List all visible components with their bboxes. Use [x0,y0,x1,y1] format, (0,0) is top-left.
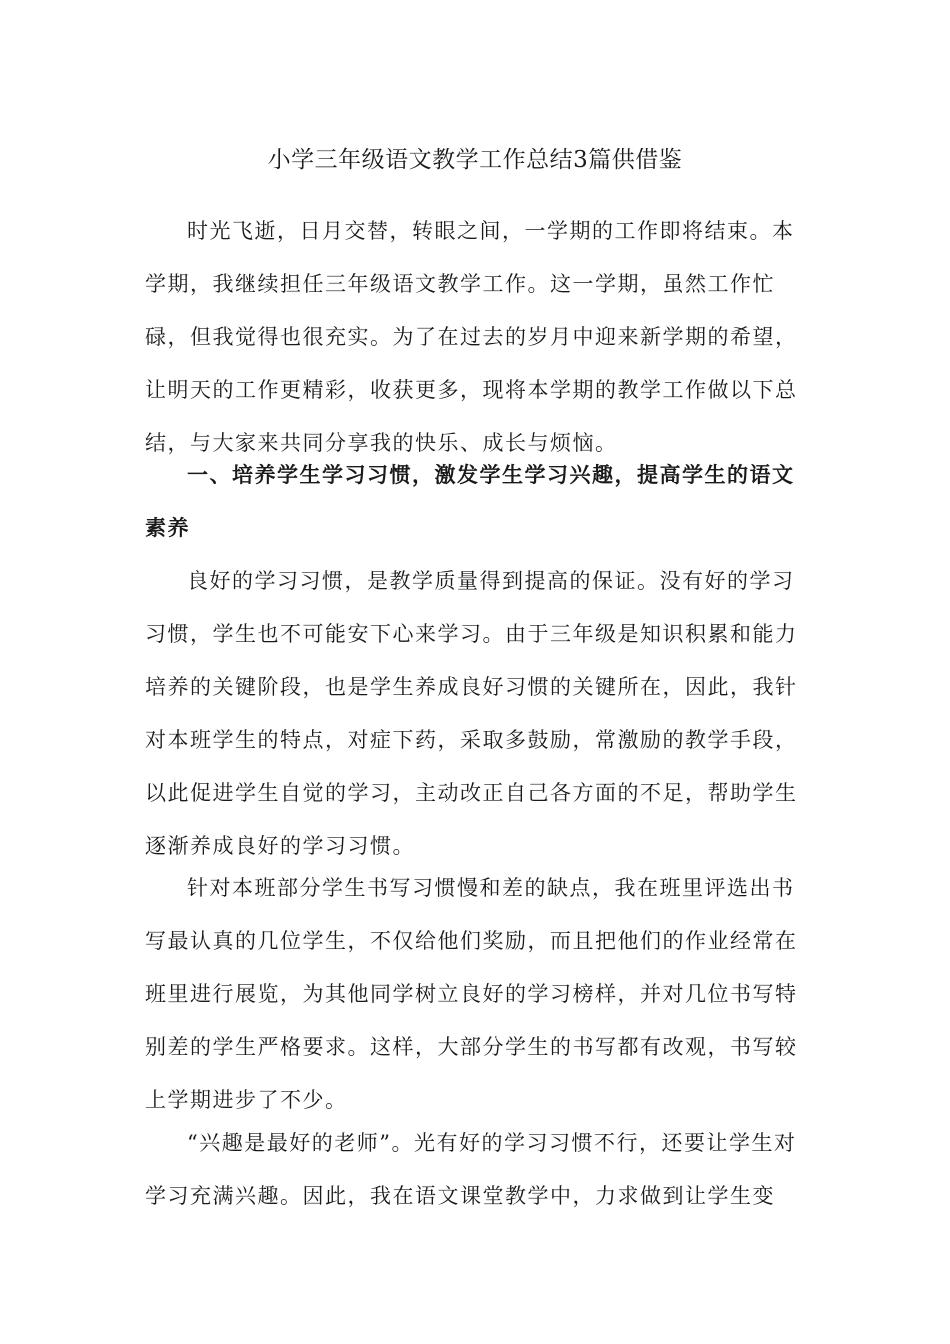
paragraph: “兴趣是最好的老师”。光有好的学习习惯不行，还要让学生对学习充满兴趣。因此，我在语文课堂教学中，力求做到让学生变 [145,1131,797,1208]
paragraph: 良好的学习习惯，是教学质量得到提高的保证。没有好的学习习惯，学生也不可能安下心来学习。由于三年级是知识积累和能力培养的关键阶段，也是学生养成良好习惯的关键所在，因此，我针对本班学生的特点，对症下药，采取多鼓励，常激励的教学手段，以此促进学生自觉的学习，主动改正自己各方面的不足，帮助学生逐渐养成良好的学习习惯。 [145,569,798,858]
paragraph-block [145,555,805,873]
paragraph: 时光飞逝，日月交替，转眼之间，一学期的工作即将结束。本学期，我继续担任三年级语文教学工作。这一学期，虽然工作忙碌，但我觉得也很充实。为了在过去的岁月中迎来新学期的希望，让明天的工作更精彩，收获更多，现将本学期的教学工作做以下总结，与大家来共同分享我的快乐、成长与烦恼。 [145,219,798,455]
paragraph-block [145,862,805,1127]
document-title: 小学三年级语文教学工作总结3篇供借鉴 [267,147,683,173]
paragraph-block [145,1117,805,1223]
paragraph: 针对本班部分学生书写习惯慢和差的缺点，我在班里评选出书写最认真的几位学生，不仅给他们奖励，而且把他们的作业经常在班里进行展览，为其他同学树立良好的学习榜样，并对几位书写特别差的学生严格要求。这样，大部分学生的书写都有改观，书写较上学期进步了不少。 [145,876,798,1112]
section-heading: 一、培养学生学习习惯，激发学生学习兴趣，提高学生的语文素养 [145,462,795,540]
intro-paragraph-block [145,205,805,470]
section-heading-block [145,448,805,554]
